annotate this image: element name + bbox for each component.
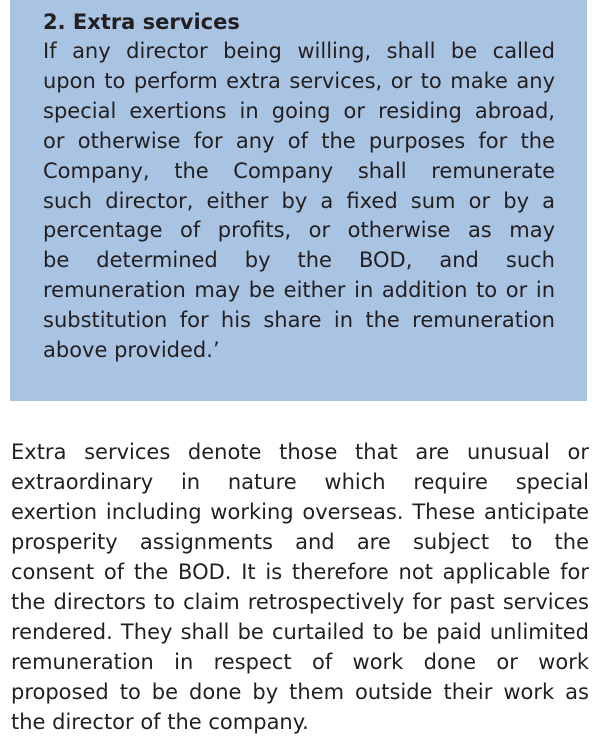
paragraph-line: extraordinary in nature which require special: [11, 470, 589, 494]
paragraph-line: proposed to be done by them outside their work as: [11, 680, 589, 704]
clause-text-line: such director, either by a fixed sum or by a: [43, 188, 555, 213]
clause-text-line: remuneration may be either in addition to or in: [43, 278, 555, 303]
paragraph-line: the directors to claim retrospectively for past services: [11, 590, 589, 614]
clause-text-line: percentage of profits, or otherwise as may: [43, 218, 555, 243]
paragraph-line: exertion including working overseas. These anticipate: [11, 500, 589, 524]
clause-text-line: upon to perform extra services, or to make any: [43, 68, 555, 93]
clause-text-line: substitution for his share in the remuneration: [43, 308, 555, 333]
clause-text-line: special exertions in going or residing abroad,: [43, 98, 555, 123]
paragraph-line: consent of the BOD. It is therefore not applicable for: [11, 560, 589, 584]
paragraph-line: the director of the company.: [11, 710, 309, 734]
paragraph-line: Extra services denote those that are unusual or: [11, 440, 589, 464]
quoted-clause-box: [10, 0, 587, 401]
clause-text-line: If any director being willing, shall be called: [43, 39, 555, 63]
paragraph-line: prosperity assignments and are subject to the: [11, 530, 589, 554]
clause-text-line: above provided.’: [43, 338, 220, 363]
clause-text-line: be determined by the BOD, and such: [43, 248, 555, 273]
clause-heading: 2. Extra services: [43, 10, 240, 34]
clause-text-line: Company, the Company shall remunerate: [43, 158, 555, 183]
paragraph-line: rendered. They shall be curtailed to be paid unlimited: [11, 620, 589, 644]
paragraph-line: remuneration in respect of work done or work: [11, 650, 589, 674]
explanatory-paragraph: [11, 437, 589, 737]
clause-text-line: or otherwise for any of the purposes for the: [43, 128, 555, 153]
